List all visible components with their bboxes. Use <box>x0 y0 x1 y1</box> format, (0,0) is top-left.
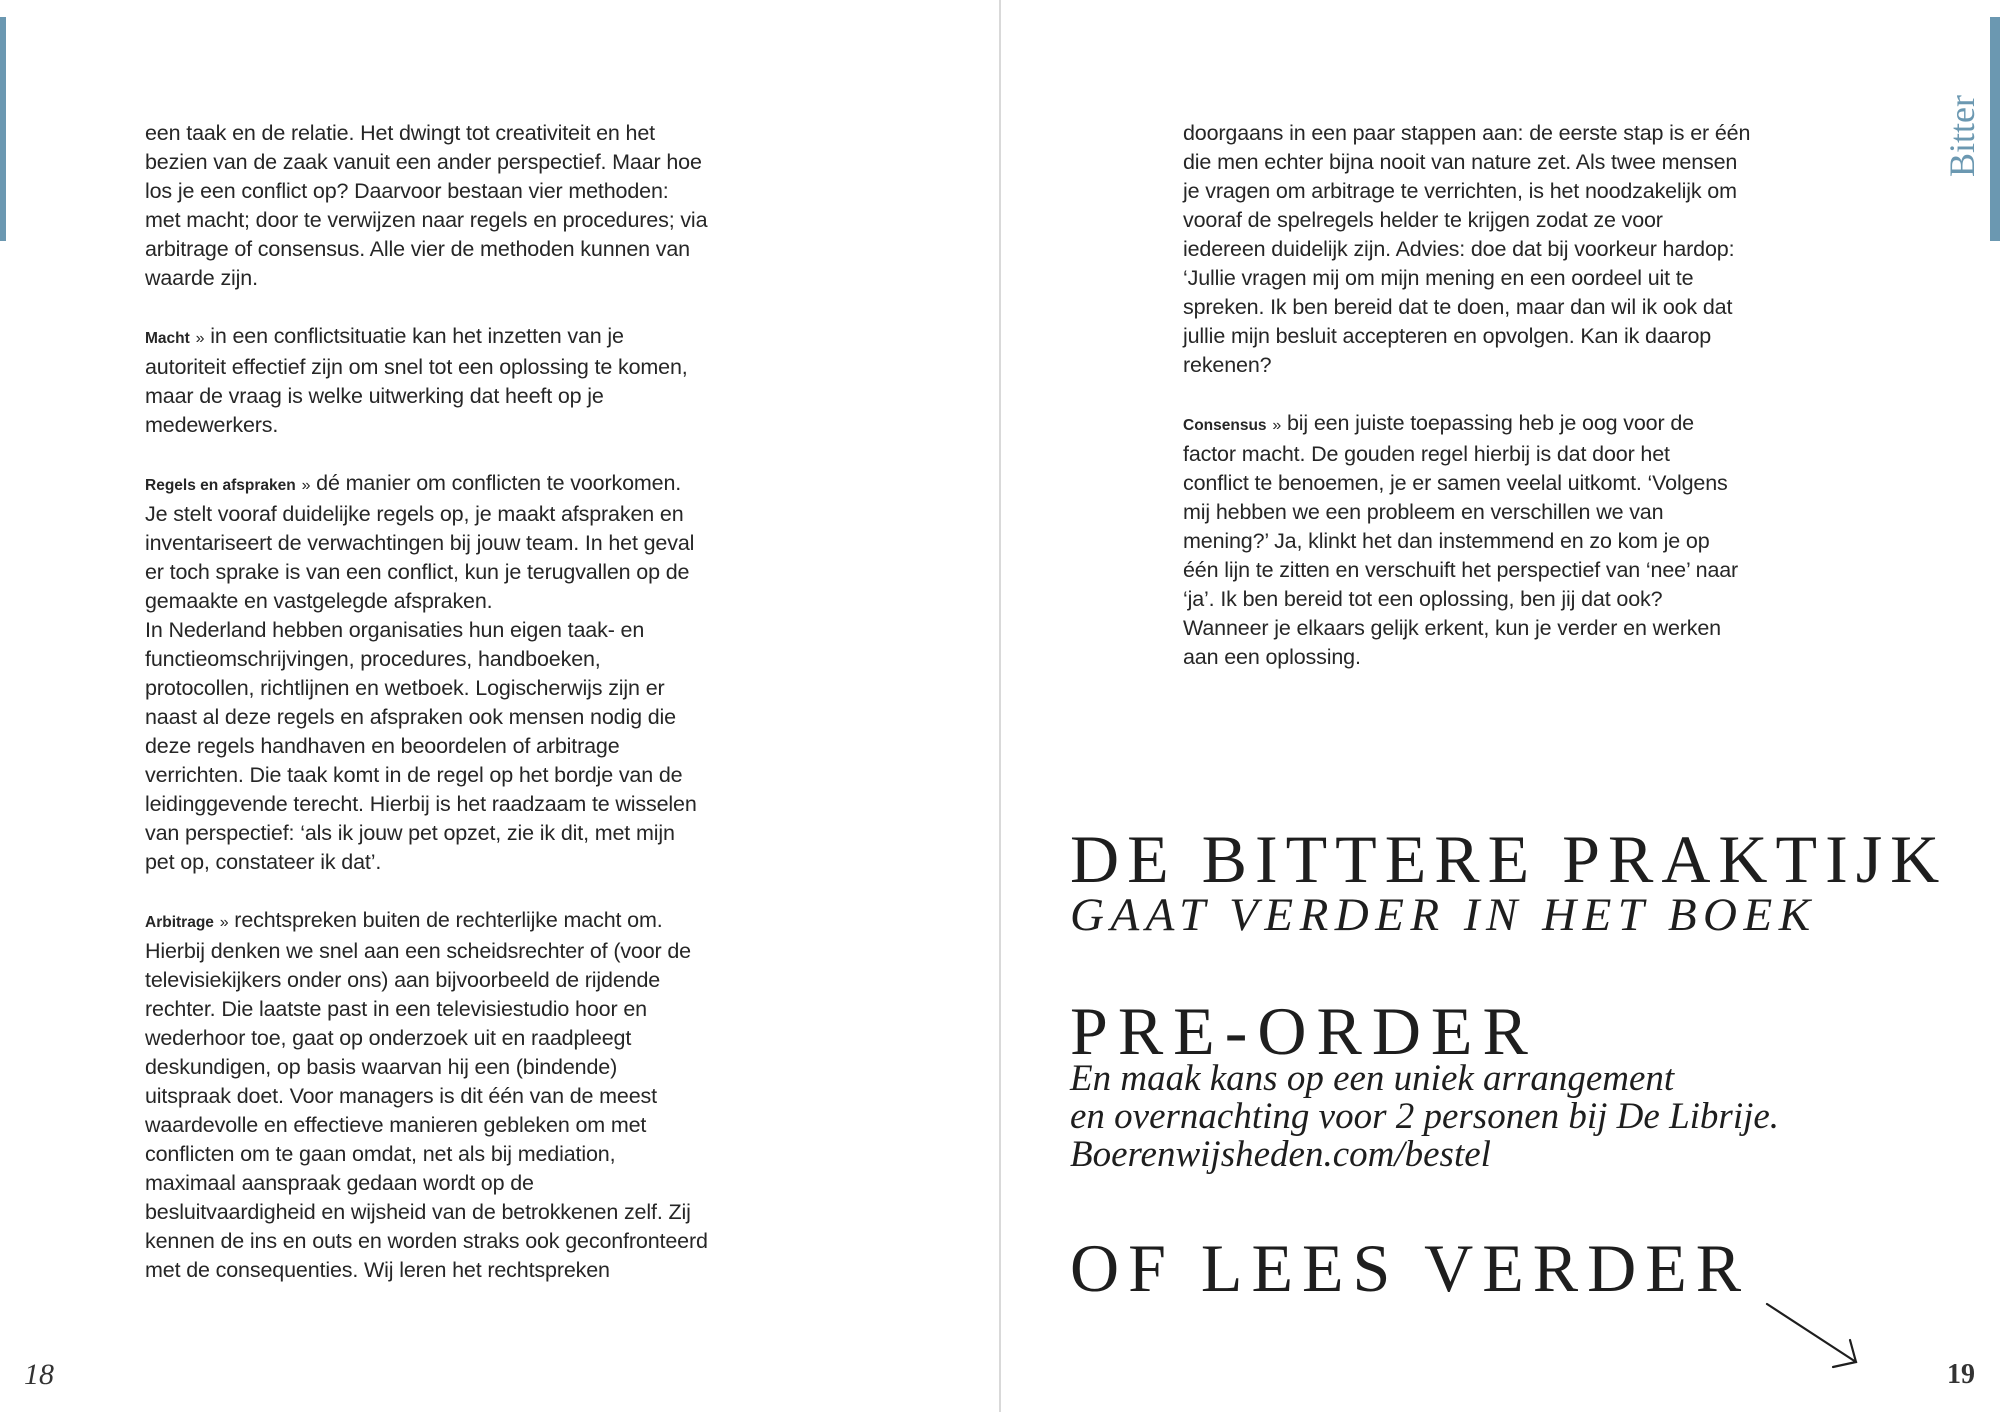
left-body-text <box>145 119 745 1285</box>
regels-lead: Regels en afspraken <box>145 477 296 494</box>
preorder-line: En maak kans op een uniek arrangement <box>1070 1058 1675 1099</box>
page-number-left: 18 <box>24 1358 54 1391</box>
section-tab-bar-left <box>0 17 6 241</box>
running-head <box>1940 80 1980 180</box>
macht-paragraph: Macht » in een conflictsituatie kan het inzetten van je autoriteit effectief zijn om snel tot een oplossing te komen, maar de vraag is welke uitwerking dat heeft op je medewerkers. <box>145 324 688 437</box>
preorder-url-link[interactable]: Boerenwijsheden.com/bestel <box>1070 1134 1491 1175</box>
preorder-title: PRE-ORDER <box>1070 993 1538 1069</box>
promo-headline: DE BITTERE PRAKTIJK <box>1070 821 1948 897</box>
regels-paragraph: Regels en afspraken » dé manier om conflicten te voorkomen. Je stelt vooraf duidelijke regels op, je maakt afspraken en inventariseert de verwachtingen bij jouw team. In het geval er toch sprake is van een conflict, kun je terugvallen op de gemaakte en vastgelegde afspraken. In Nederland hebben organisaties hun eigen taak- en functieomschrijvingen, procedures, handboeken, protocollen, richtlijnen en wetboek. Logischerwijs zijn er naast al deze regels en afspraken ook mensen nodig die deze regels handhaven en beoordelen of arbitrage verrichten. Die taak komt in de regel op het bordje van de leidinggevende terecht. Hierbij is het raadzaam te wisselen van perspectief: ‘als ik jouw pet opzet, zie ik dit, met mijn pet op, constateer ik dat’. <box>145 471 697 874</box>
right-body-text <box>1183 119 1783 672</box>
consensus-paragraph: Consensus » bij een juiste toepassing heb je oog voor de factor macht. De gouden regel hierbij is dat door het conflict te benoemen, je er samen veelal uitkomt. ‘Volgens mij hebben we een probleem en verschillen we van mening?’ Ja, klinkt het dan instemmend en zo kom je op één lijn te zitten en verschuift het perspectief van ‘nee’ naar ‘ja’. Ik ben bereid tot een oplossing, ben jij dat ook? Wanneer je elkaars gelijk erkent, kun je verder en werken aan een oplossing. <box>1183 411 1739 669</box>
intro-paragraph: een taak en de relatie. Het dwingt tot creativiteit en het bezien van de zaak vanuit een ander perspectief. Maar hoe los je een conflict op? Daarvoor bestaan vier methoden: met macht; door te verwijzen naar regels en procedures; via arbitrage of consensus. Alle vier de methoden kunnen van waarde zijn. <box>145 121 708 290</box>
section-tab-bar-right <box>1990 17 2000 241</box>
consensus-lead: Consensus <box>1183 417 1267 434</box>
continuation-paragraph: doorgaans in een paar stappen aan: de eerste stap is er één die men echter bijna nooit van nature zet. Als twee mensen je vragen om arbitrage te verrichten, is het noodzakelijk om vooraf de spelregels helder te krijgen zodat ze voor iedereen duidelijk zijn. Advies: doe dat bij voorkeur hardop: ‘Jullie vragen mij om mijn mening en een oordeel uit te spreken. Ik ben bereid dat te doen, maar dan wil ik ook dat jullie mijn besluit accepteren en opvolgen. Kan ik daarop rekenen? <box>1183 121 1751 377</box>
running-head-label: Bitter <box>1942 95 1982 177</box>
page-number-right: 19 <box>1947 1359 1975 1390</box>
preorder-line: en overnachting voor 2 personen bij De Librije. <box>1070 1096 1780 1137</box>
arbitrage-lead: Arbitrage <box>145 914 214 931</box>
promo-subheadline: GAAT VERDER IN HET BOEK <box>1070 889 1817 941</box>
read-more-heading: OF LEES VERDER <box>1070 1230 1751 1306</box>
arrow-down-right-icon <box>1760 1298 1864 1374</box>
arbitrage-paragraph: Arbitrage » rechtspreken buiten de rechterlijke macht om. Hierbij denken we snel aan een scheidsrechter of (voor de televisiekijkers onder ons) aan bijvoorbeeld de rijdende rechter. Die laatste past in een televisiestudio hoor en wederhoor toe, gaat op onderzoek uit en raadpleegt deskundigen, op basis waarvan hij een (bindende) uitspraak doet. Voor managers is dit één van de meest waardevolle en effectieve manieren gebleken om met conflicten om te gaan omdat, net als bij mediation, maximaal aanspraak gedaan wordt op de besluitvaardigheid en wijsheid van de betrokkenen zelf. Zij kennen de ins en outs en worden straks ook geconfronteerd met de consequenties. Wij leren het rechtspreken <box>145 908 708 1282</box>
preorder-description <box>1070 1060 1779 1174</box>
macht-lead: Macht <box>145 330 190 347</box>
